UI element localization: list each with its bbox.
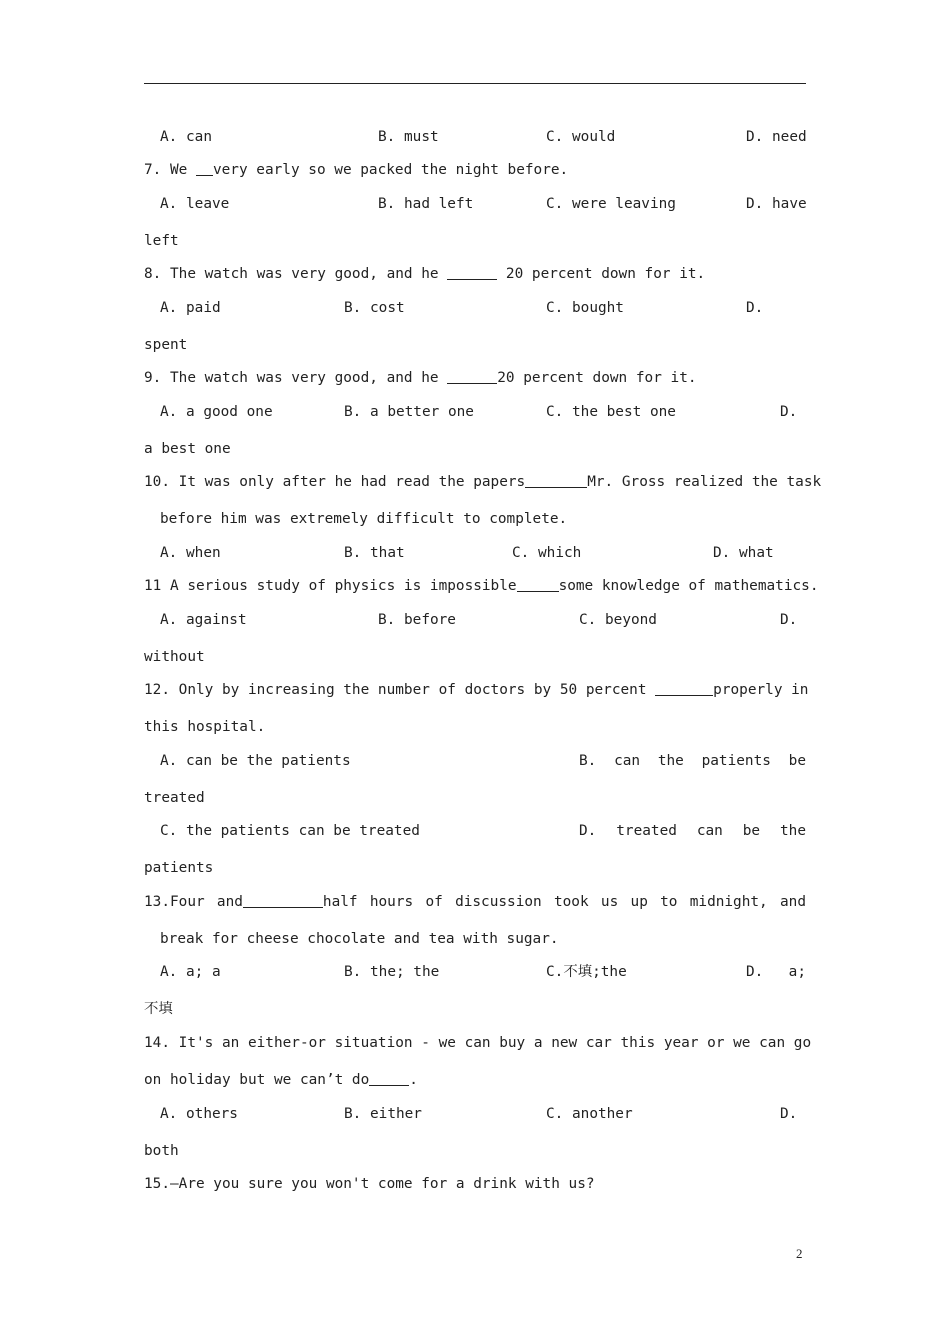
q9-option-c: C. the best one	[546, 404, 676, 420]
q6-option-d: D. need	[746, 129, 807, 145]
q11-option-d: D.	[780, 612, 798, 628]
q10-option-b: B. that	[344, 545, 405, 561]
q9-option-b: B. a better one	[344, 404, 474, 420]
q13-option-d-cont: 不填	[144, 1001, 173, 1017]
answer-blank	[196, 161, 213, 176]
q13-stem: 13.Four and half hours of discussion took us up to midnight, and	[144, 894, 806, 910]
q11-option-d-cont: without	[144, 649, 205, 665]
q13-option-b: B. the; the	[344, 964, 440, 980]
q14-option-a: A. others	[160, 1106, 238, 1122]
q6-option-c: C. would	[546, 129, 616, 145]
q12-option-a: A. can be the patients	[160, 753, 351, 769]
answer-blank	[525, 473, 587, 488]
q10-option-d: D. what	[713, 545, 774, 561]
q13-option-d: D. a;	[746, 964, 806, 980]
answer-blank	[517, 577, 559, 592]
q14-option-b: B. either	[344, 1106, 422, 1122]
q7-option-a: A. leave	[160, 196, 230, 212]
q12-stem: 12. Only by increasing the number of doctors by 50 percent properly in	[144, 682, 809, 698]
q10-option-c: C. which	[512, 545, 582, 561]
q10-stem: 10. It was only after he had read the papers Mr. Gross realized the task	[144, 474, 822, 490]
q13-stem-cont: break for cheese chocolate and tea with sugar.	[160, 931, 559, 947]
q11-option-b: B. before	[378, 612, 456, 628]
q11-stem: 11 A serious study of physics is impossible some knowledge of mathematics.	[144, 578, 819, 594]
q10-option-a: A. when	[160, 545, 221, 561]
q14-option-c: C. another	[546, 1106, 633, 1122]
q12-option-d-cont: patients	[144, 860, 214, 876]
q14-stem: 14. It's an either-or situation - we can buy a new car this year or we can go	[144, 1035, 812, 1051]
page-number: 2	[796, 1246, 803, 1261]
q9-option-d: D.	[780, 404, 798, 420]
q14-stem-cont: on holiday but we can’t do .	[144, 1072, 418, 1088]
q12-option-d: D. treated can be the	[579, 823, 806, 839]
answer-blank	[655, 681, 713, 696]
q6-option-b: B. must	[378, 129, 439, 145]
q12-option-c: C. the patients can be treated	[160, 823, 420, 839]
answer-blank	[447, 265, 497, 280]
answer-blank	[369, 1071, 409, 1086]
q7-option-b: B. had left	[378, 196, 474, 212]
q12-stem-cont: this hospital.	[144, 719, 266, 735]
q7-option-d: D. have	[746, 196, 807, 212]
q13-option-c: C.不填;the	[546, 964, 627, 980]
answer-blank	[243, 893, 323, 908]
header-rule	[144, 83, 806, 84]
answer-blank	[447, 369, 497, 384]
q6-option-a: A. can	[160, 129, 212, 145]
q8-option-d: D.	[746, 300, 764, 316]
q9-option-a: A. a good one	[160, 404, 273, 420]
q10-stem-cont: before him was extremely difficult to complete.	[160, 511, 568, 527]
q14-option-d: D.	[780, 1106, 798, 1122]
q12-option-b-cont: treated	[144, 790, 205, 806]
q8-option-c: C. bought	[546, 300, 624, 316]
q7-option-d-cont: left	[144, 233, 179, 249]
q14-option-d-cont: both	[144, 1143, 179, 1159]
q15-stem: 15.—Are you sure you won't come for a drink with us?	[144, 1176, 595, 1192]
q8-option-a: A. paid	[160, 300, 221, 316]
q8-option-d-cont: spent	[144, 337, 188, 353]
q7-option-c: C. were leaving	[546, 196, 676, 212]
q8-stem: 8. The watch was very good, and he 20 percent down for it.	[144, 266, 706, 282]
q11-option-a: A. against	[160, 612, 247, 628]
q9-option-d-cont: a best one	[144, 441, 231, 457]
q12-option-b: B. can the patients be	[579, 753, 806, 769]
q7-stem: 7. We very early so we packed the night before.	[144, 162, 569, 178]
q11-option-c: C. beyond	[579, 612, 657, 628]
q9-stem: 9. The watch was very good, and he 20 percent down for it.	[144, 370, 697, 386]
q8-option-b: B. cost	[344, 300, 405, 316]
q13-option-a: A. a; a	[160, 964, 221, 980]
